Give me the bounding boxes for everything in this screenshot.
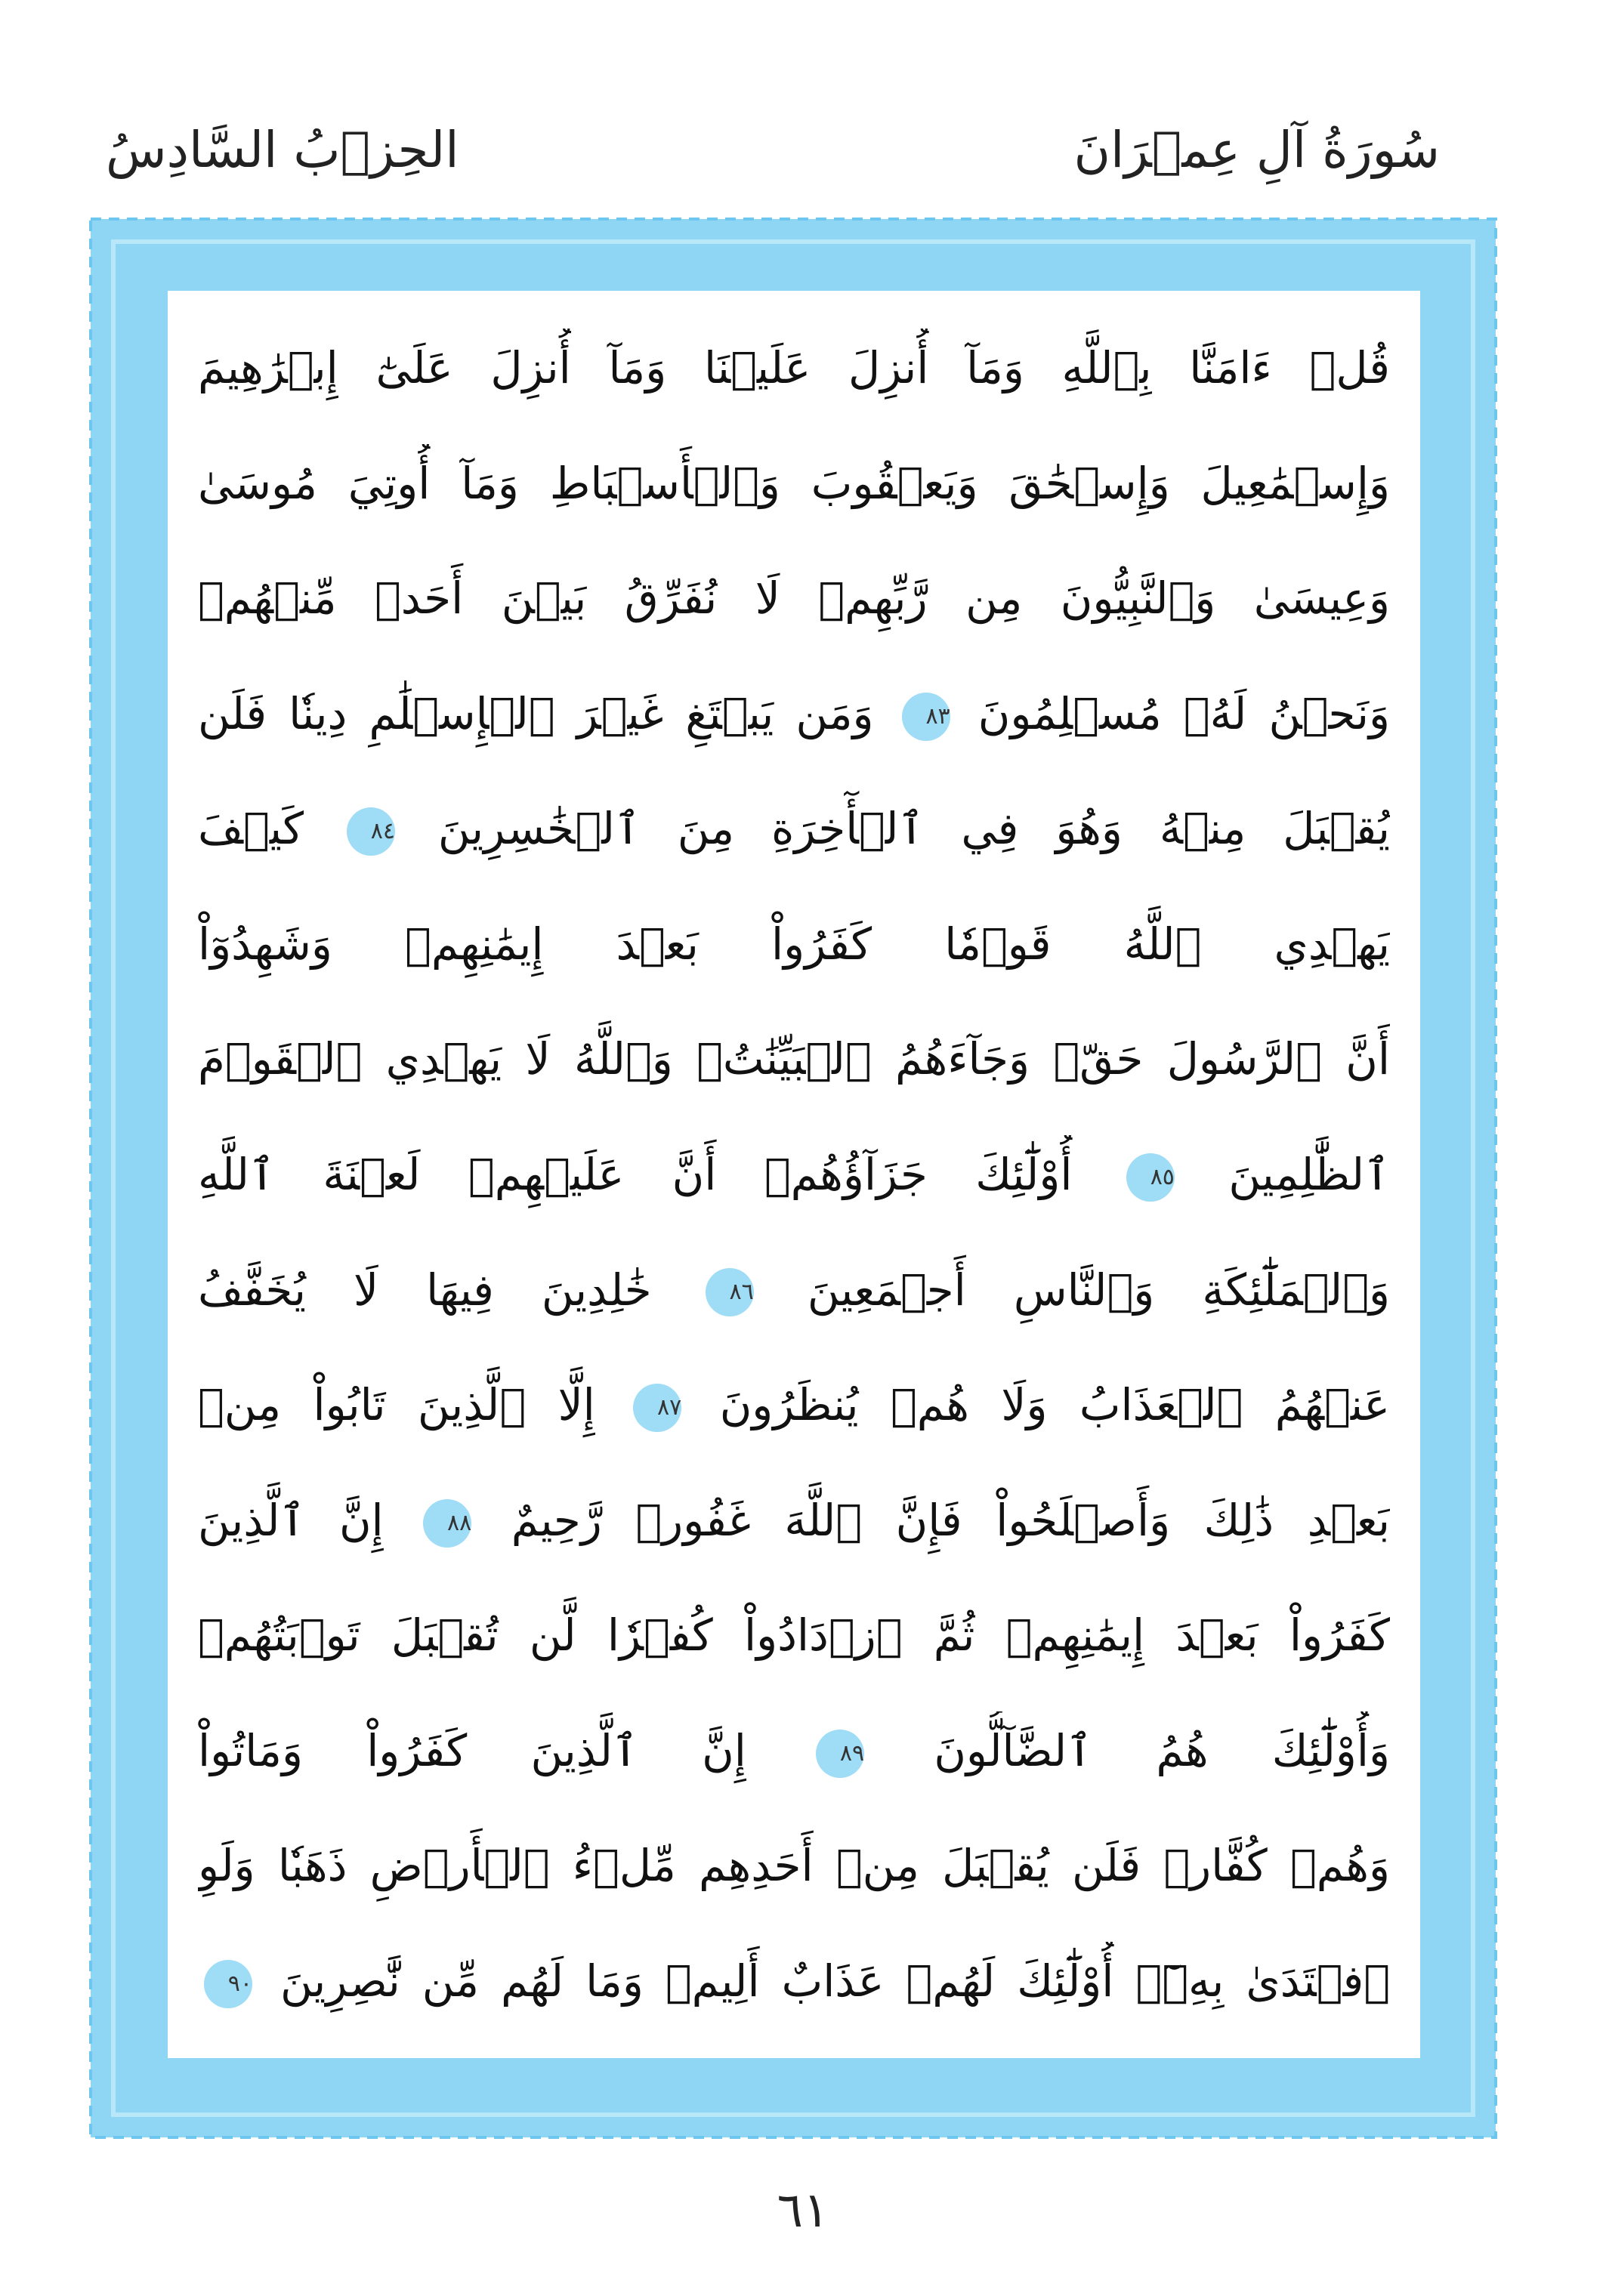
verse-text: ٱلظَّٰلِمِينَ bbox=[1228, 1148, 1390, 1200]
verse-text: أُوْلَٰٓئِكَ جَزَآؤُهُمۡ أَنَّ عَلَيۡهِمۡ لَعۡنَةَ ٱللَّهِ bbox=[198, 1148, 1073, 1200]
text-line bbox=[198, 329, 1390, 407]
text-line bbox=[198, 905, 1390, 983]
page-number: ٦١ bbox=[777, 2183, 829, 2239]
ayah-number-marker: ٨٣ bbox=[902, 693, 950, 741]
text-line bbox=[198, 1711, 1390, 1790]
verse-text: وَنَحۡنُ لَهُۥ مُسۡلِمُونَ bbox=[977, 687, 1390, 739]
verse-text: ٱفۡتَدَىٰ بِهِۦٓۗ أُوْلَٰٓئِكَ لَهُمۡ عَذَابٌ أَلِيمٞ وَمَا لَهُم مِّن نَّٰصِرِينَ bbox=[280, 1955, 1390, 2007]
text-line bbox=[198, 1135, 1390, 1214]
verse-text: كَفَرُواْ بَعۡدَ إِيمَٰنِهِمۡ ثُمَّ ٱزۡدَادُواْ كُفۡرٗا لَّن تُقۡبَلَ تَوۡبَتُهُمۡ bbox=[198, 1609, 1390, 1662]
quran-text-panel bbox=[168, 291, 1420, 2058]
verse-text: بَعۡدِ ذَٰلِكَ وَأَصۡلَحُواْ فَإِنَّ ٱللَّهَ غَفُورٞ رَّحِيمٌ bbox=[511, 1494, 1390, 1546]
text-line bbox=[198, 1481, 1390, 1560]
verse-text: وَٱلۡمَلَٰٓئِكَةِ وَٱلنَّاسِ أَجۡمَعِينَ bbox=[807, 1264, 1390, 1316]
text-line bbox=[198, 674, 1390, 753]
verse-text: وَمَن يَبۡتَغِ غَيۡرَ ٱلۡإِسۡلَٰمِ دِينٗا فَلَن bbox=[198, 687, 874, 739]
verse-text: وَإِسۡمَٰعِيلَ وَإِسۡحَٰقَ وَيَعۡقُوبَ وَٱلۡأَسۡبَاطِ وَمَآ أُوتِيَ مُوسَىٰ bbox=[198, 457, 1390, 509]
verse-text: خَٰلِدِينَ فِيهَا لَا يُخَفَّفُ bbox=[198, 1264, 652, 1316]
ayah-number-marker: ٨٤ bbox=[347, 807, 395, 856]
verse-text: وَعِيسَىٰ وَٱلنَّبِيُّونَ مِن رَّبِّهِمۡ لَا نُفَرِّقُ بَيۡنَ أَحَدٖ مِّنۡهُمۡ bbox=[198, 572, 1390, 625]
verse-text: أَنَّ ٱلرَّسُولَ حَقّٞ وَجَآءَهُمُ ٱلۡبَيِّنَٰتُۚ وَٱللَّهُ لَا يَهۡدِي ٱلۡقَوۡمَ bbox=[198, 1033, 1390, 1085]
surah-title: سُورَةُ آلِ عِمۡرَانَ bbox=[1073, 121, 1440, 179]
text-line bbox=[198, 1020, 1390, 1098]
ayah-number-marker: ٨٥ bbox=[1126, 1153, 1175, 1202]
text-line bbox=[198, 1596, 1390, 1674]
text-line bbox=[198, 444, 1390, 523]
verse-text: كَيۡفَ bbox=[198, 803, 304, 855]
verse-text: قُلۡ ءَامَنَّا بِٱللَّهِ وَمَآ أُنزِلَ عَلَيۡنَا وَمَآ أُنزِلَ عَلَىٰٓ إِبۡرَٰهِيمَ bbox=[198, 342, 1390, 393]
ayah-number-marker: ٩٠ bbox=[204, 1960, 252, 2008]
ayah-number-marker: ٨٧ bbox=[633, 1384, 681, 1432]
ayah-number-marker: ٨٦ bbox=[706, 1268, 754, 1316]
text-line bbox=[198, 1251, 1390, 1329]
text-line bbox=[198, 559, 1390, 637]
verse-text: وَهُمۡ كُفَّارٞ فَلَن يُقۡبَلَ مِنۡ أَحَدِهِم مِّلۡءُ ٱلۡأَرۡضِ ذَهَبٗا وَلَوِ bbox=[198, 1840, 1390, 1892]
verse-text: إِنَّ ٱلَّذِينَ bbox=[198, 1494, 384, 1546]
text-line bbox=[198, 1826, 1390, 1905]
verse-text: إِلَّا ٱلَّذِينَ تَابُواْ مِنۢ bbox=[198, 1379, 595, 1431]
verse-text: إِنَّ ٱلَّذِينَ كَفَرُواْ وَمَاتُواْ bbox=[198, 1724, 746, 1776]
ayah-number-marker: ٨٨ bbox=[423, 1499, 471, 1548]
text-line bbox=[198, 1942, 1390, 2020]
ayah-number-marker: ٨٩ bbox=[816, 1730, 864, 1778]
verse-text: يُقۡبَلَ مِنۡهُ وَهُوَ فِي ٱلۡأٓخِرَةِ مِنَ ٱلۡخَٰسِرِينَ bbox=[437, 803, 1390, 855]
verse-text: عَنۡهُمُ ٱلۡعَذَابُ وَلَا هُمۡ يُنظَرُونَ bbox=[719, 1379, 1390, 1431]
text-line bbox=[198, 789, 1390, 868]
text-line bbox=[198, 1366, 1390, 1444]
verse-text: يَهۡدِي ٱللَّهُ قَوۡمٗا كَفَرُواْ بَعۡدَ إِيمَٰنِهِمۡ وَشَهِدُوٓاْ bbox=[198, 918, 1390, 970]
hizb-title: الحِزۡبُ السَّادِسُ bbox=[106, 121, 459, 179]
verse-text: وَأُوْلَٰٓئِكَ هُمُ ٱلضَّآلُّونَ bbox=[934, 1724, 1390, 1776]
